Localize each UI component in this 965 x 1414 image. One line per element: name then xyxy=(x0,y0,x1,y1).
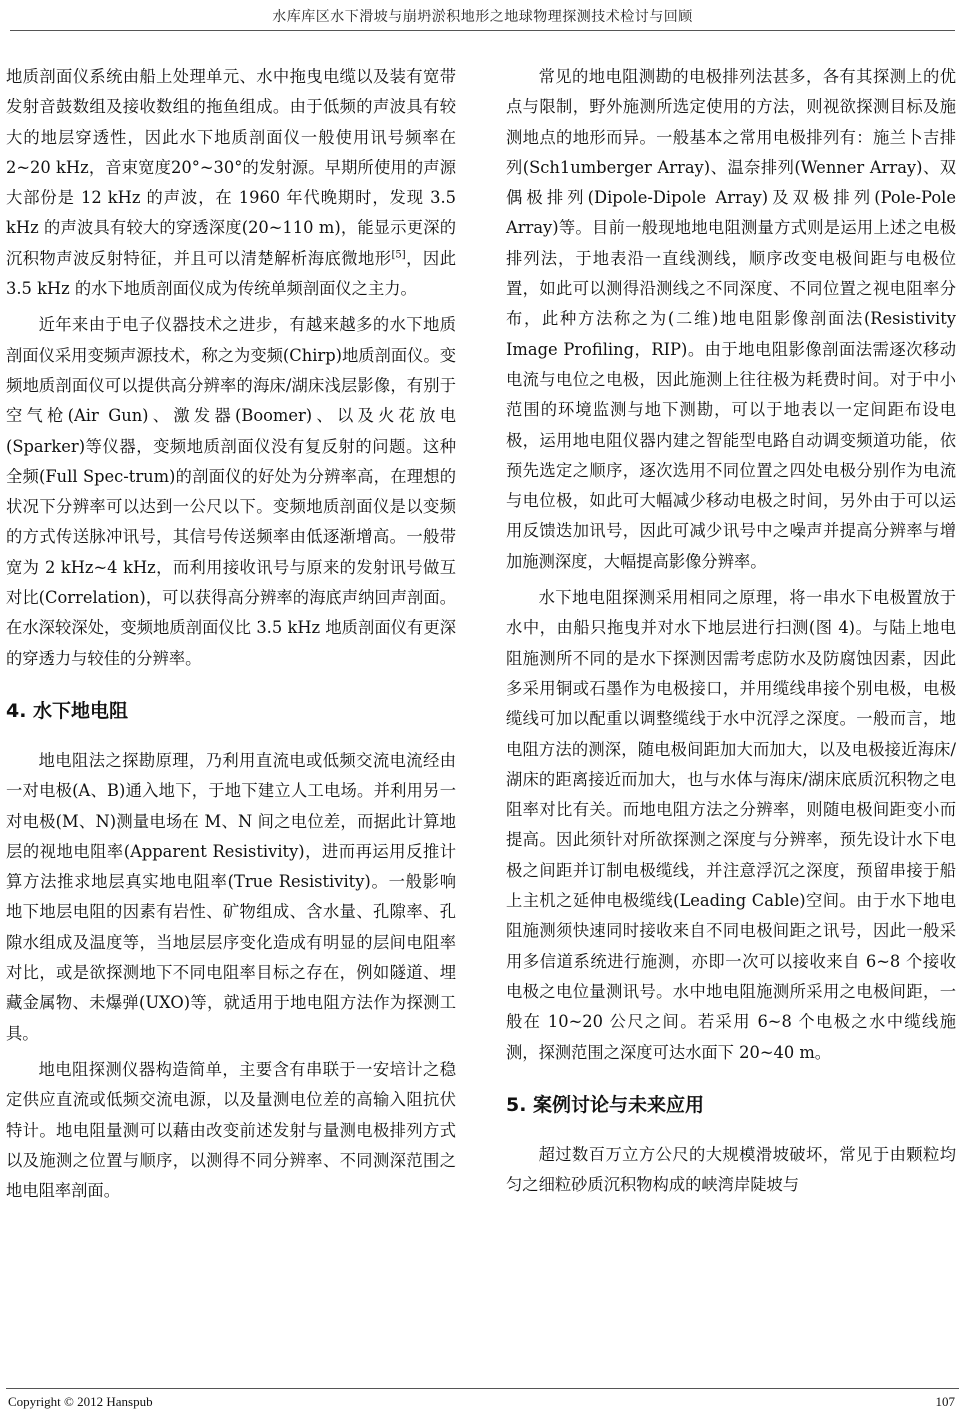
footer-copyright: Copyright © 2012 Hanspub xyxy=(8,1394,153,1409)
footer-rule xyxy=(6,1388,959,1389)
citation-ref: [5] xyxy=(391,249,406,261)
paragraph-underwater-resistivity: 水下地电阻探测采用相同之原理，将一串水下电极置放于水中，由船只拖曳并对水下地层进行扫测(图 4)。与陆上地电阻施测所不同的是水下探测因需考虑防水及防腐蚀因素，因此多采用铜或石墨作为电极接口，并用缆线串接个别电极，电极缆线可加以配重以调整缆线于水中沉浮之深度。一般而言，地电阻方法的测深，随电极间距加大而加大，以及电极接近海床/湖床的距离接近而加大，也与水体与海床/湖床底质沉积物之电阻率对比有关。而地电阻方法之分辨率，则随电极间距变小而提高。因此须针对所欲探测之深度与分辨率，预先设计水下电极之间距并订制电极缆线，并注意浮沉之深度，预留串接于船上主机之延伸电极缆线(Leading Cable)空间。由于水下地电阻施测须快速同时接收来自不同电极间距之讯号，因此一般采用多信道系统进行施测，亦即一次可以接收来自 6~8 个接收电极之电位量测讯号。水中地电阻施测所采用之电极间距，一般在 10~20 公尺之间。若采用 6~8 个电极之水中缆线施测，探测范围之深度可达水面下 20~40 m。 xyxy=(506,588,956,1062)
section-heading-4: 4. 水下地电阻 xyxy=(6,699,129,722)
paragraph-chirp-profiler: 近年来由于电子仪器技术之进步，有越来越多的水下地质剖面仪采用变频声源技术，称之为变频(Chirp)地质剖面仪。变频地质剖面仪可以提供高分辨率的海床/湖床浅层影像，有别于空气枪(Air Gun)、激发器(Boomer)、以及火花放电(Sparker)等仪器，变频地质剖面仪没有复反射的问题。这种全频(Full Spec-trum)的剖面仪的好处为分辨率高，在理想的状况下分辨率可以达到一公尺以下。变频地质剖面仪是以变频的方式传送脉冲讯号，其信号传送频率由低逐渐增高。一般带宽为 2 kHz~4 kHz，而利用接收讯号与原来的发射讯号做互对比(Correlation)，可以获得高分辨率的海底声纳回声剖面。在水深较深处，变频地质剖面仪比 3.5 kHz 地质剖面仪有更深的穿透力与较佳的分辨率。 xyxy=(6,315,456,668)
paragraph-electrode-arrays: 常见的地电阻测勘的电极排列法甚多，各有其探测上的优点与限制，野外施测所选定使用的方法，则视欲探测目标及施测地点的地形而异。一般基本之常用电极排列有：施兰卜吉排列(Sch1umberger Array)、温奈排列(Wenner Array)、双偶极排列(Dipole-Dipole Array)及双极排列(Pole-Pole Array)等。目前一般现地地电阻测量方式则是运用上述之电极排列法，于地表沿一直线测线，顺序改变电极间距与电极位置，如此可以测得沿测线之不同深度、不同位置之视电阻率分布，此种方法称之为(二维)地电阻影像剖面法(Resistivity Image Profiling，RIP)。由于地电阻影像剖面法需逐次移动电流与电位之电极，因此施测上往往极为耗费时间。对于中小范围的环境监测与地下测勘，可以于地表以一定间距布设电极，运用地电阻仪器内建之智能型电路自动调变频道功能，依预先选定之顺序，逐次选用不同位置之四处电极分别作为电流与电位极，如此可大幅减少移动电极之时间，另外由于可以运用反馈迭加讯号，因此可减少讯号中之噪声并提高分辨率与增加施测深度，大幅提高影像分辨率。 xyxy=(506,67,956,571)
running-header: 水库库区水下滑坡与崩坍淤积地形之地球物理探测技术检讨与回顾 xyxy=(272,9,693,25)
paragraph-resistivity-principle: 地电阻法之探勘原理，乃利用直流电或低频交流电流经由一对电极(A、B)通入地下，于地下建立人工电场。并利用另一对电极(M、N)测量电场在 M、N 间之电位差，而据此计算地层的视地电阻率(Apparent Resistivity)，进而再运用反推计算方法推求地层真实地电阻率(True Resistivity)。一般影响地下地层电阻的因素有岩性、矿物组成、含水量、孔隙率、孔隙水组成及温度等，当地层层序变化造成有明显的层间电阻率对比，或是欲探测地下不同电阻率目标之存在，例如隧道、埋藏金属物、未爆弹(UXO)等，就适用于地电阻方法作为探测工具。 xyxy=(6,750,456,1043)
left-column xyxy=(6,62,456,1212)
paragraph-subbottom-profiler: 地质剖面仪系统由船上处理单元、水中拖曳电缆以及装有宽带发射音鼓数组及接收数组的拖鱼组成。由于低频的声波具有较大的地层穿透性，因此水下地质剖面仪一般使用讯号频率在2~20 kHz，音束宽度20°~30°的发射源。早期所使用的声源大部份是 12 kHz 的声波，在 1960 年代晚期时，发现 3.5 kHz 的声波具有较大的穿透深度(20~110 m)，能显示更深的沉积物声波反射特征，并且可以清楚解析海底微地形[5]，因此 3.5 kHz 的水下地质剖面仪成为传统单频剖面仪之主力。 xyxy=(6,67,456,299)
paragraph-case-discussion: 超过数百万立方公尺的大规模滑坡破坏，常见于由颗粒均匀之细粒砂质沉积物构成的峡湾岸陡坡与 xyxy=(506,1144,956,1195)
header-rule xyxy=(10,30,955,31)
section-heading-5: 5. 案例讨论与未来应用 xyxy=(506,1093,705,1116)
page-number: 107 xyxy=(935,1394,955,1409)
right-column xyxy=(506,62,956,1206)
paragraph-resistivity-instrument: 地电阻探测仪器构造简单，主要含有串联于一安培计之稳定供应直流或低频交流电源，以及量测电位差的高输入阻抗伏特计。地电阻量测可以藉由改变前述发射与量测电极排列方式以及施测之位置与顺序，以测得不同分辨率、不同测深范围之地电阻率剖面。 xyxy=(6,1059,456,1201)
